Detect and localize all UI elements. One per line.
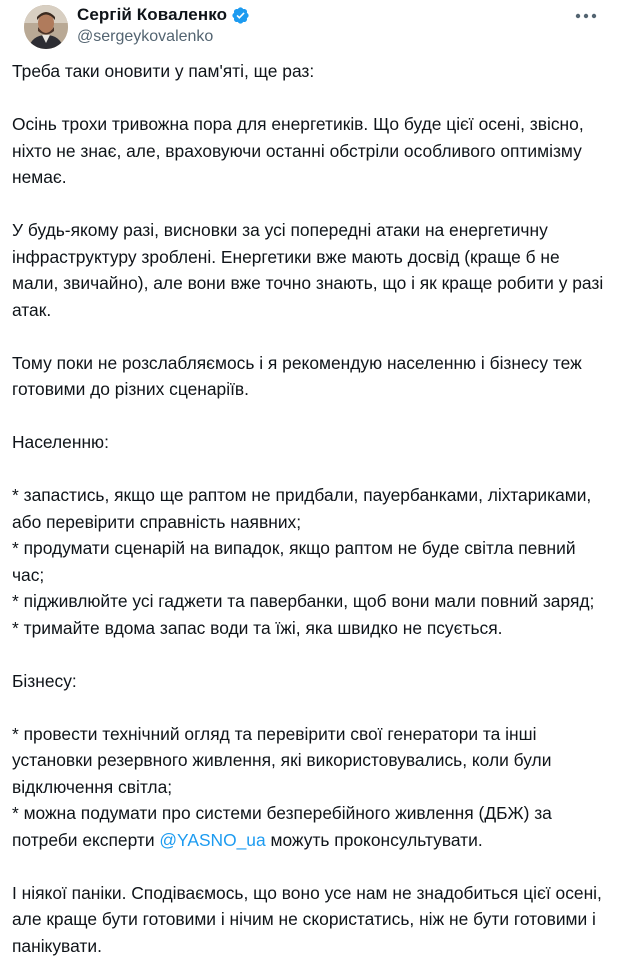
list-item: * продумати сценарій на випадок, якщо раптом не буде світла певний час;: [12, 535, 608, 588]
tweet-text: [12, 58, 608, 959]
list-item-text: * можна подумати про системи безперебійного живлення (ДБЖ) за потреби експерти: [12, 803, 552, 850]
list-item: [12, 800, 608, 853]
list-item-text: можуть проконсультувати.: [266, 830, 483, 850]
list-item: * провести технічний огляд та перевірити свої генератори та інші установки резервного живлення, які використовувались, коли були відключення світла;: [12, 721, 608, 801]
tweet-header: [14, 0, 606, 56]
heading-business: Бізнесу:: [12, 668, 608, 695]
display-name[interactable]: Сергій Коваленко: [77, 5, 227, 25]
list-population: [12, 482, 608, 641]
paragraph-closing: І ніякої паніки. Сподіваємось, що воно усе нам не знадобиться цієї осені, але краще бути готовими і нічим не скористатись, ніж не бути готовими і панікувати.: [12, 880, 608, 959]
list-item: * тримайте вдома запас води та їжі, яка швидко не псується.: [12, 615, 608, 642]
heading-population: Населенню:: [12, 429, 608, 456]
handle[interactable]: @sergeykovalenko: [77, 28, 250, 48]
list-business: [12, 721, 608, 854]
avatar[interactable]: [24, 5, 68, 49]
paragraph-autumn: Осінь трохи тривожна пора для енергетиків. Що буде цієї осені, звісно, ніхто не знає, але, враховуючи останні обстріли особливого оптимізму немає.: [12, 111, 608, 191]
more-horizontal-icon[interactable]: [572, 6, 600, 26]
paragraph-conclusions: У будь-якому разі, висновки за усі попередні атаки на енергетичну інфраструктуру зроблені. Енергетики вже мають досвід (краще б не мали, звичайно), але вони вже точно знають, що і як краще робити у разі атак.: [12, 217, 608, 323]
list-item: * запастись, якщо ще раптом не придбали, пауербанками, ліхтариками, або перевірити справність наявних;: [12, 482, 608, 535]
avatar-image: [24, 5, 68, 49]
name-row: [77, 4, 250, 26]
verified-badge-icon: [231, 6, 250, 25]
list-item: * підживлюйте усі гаджети та павербанки, щоб вони мали повний заряд;: [12, 588, 608, 615]
paragraph-recommendation: Тому поки не розслабляємось і я рекомендую населенню і бізнесу теж готовими до різних сценаріїв.: [12, 350, 608, 403]
mention-link[interactable]: @YASNO_ua: [159, 830, 265, 850]
paragraph-intro: Треба таки оновити у пам'яті, ще раз:: [12, 58, 608, 85]
author-block: [77, 4, 250, 48]
